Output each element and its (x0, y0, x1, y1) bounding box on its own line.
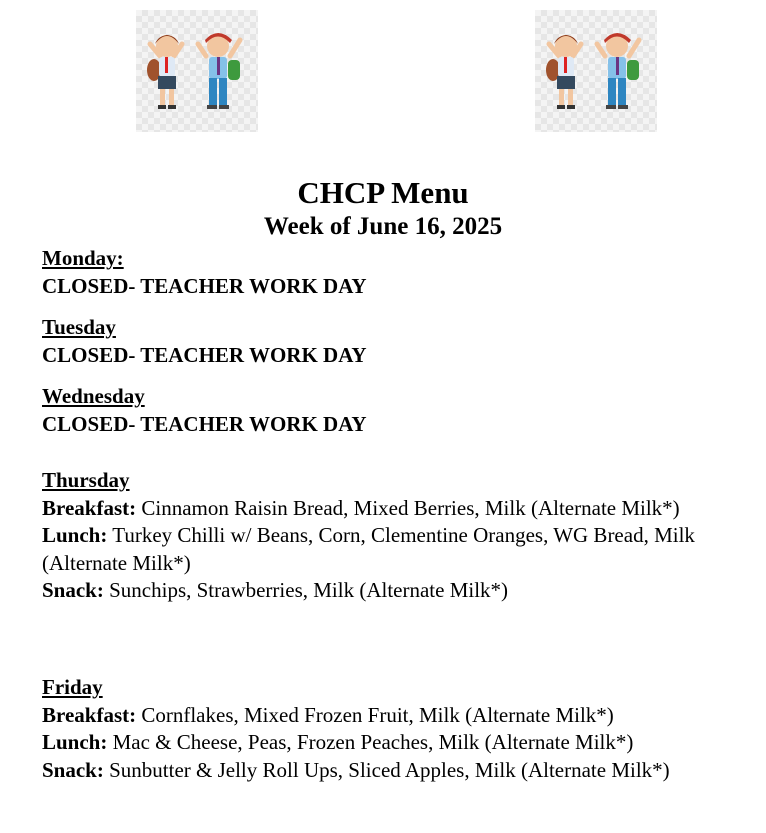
page-title: CHCP Menu (297, 175, 469, 210)
day-wednesday (42, 383, 742, 438)
kids-waving-icon (136, 10, 258, 132)
meal-label: Lunch: (42, 730, 108, 754)
kids-clipart-left (136, 10, 258, 132)
day-heading: Monday: (42, 246, 124, 270)
day-monday (42, 245, 742, 300)
closed-notice: CLOSED- TEACHER WORK DAY (42, 342, 367, 367)
meal-breakfast (42, 702, 742, 730)
meal-breakfast (42, 495, 742, 523)
meal-snack (42, 577, 742, 605)
meal-items: Mac & Cheese, Peas, Frozen Peaches, Milk (Alternate Milk*) (107, 730, 634, 754)
meal-items: Turkey Chilli w/ Beans, Corn, Clementine Oranges, WG Bread, Milk (Alternate Milk*) (42, 523, 695, 575)
closed-notice: CLOSED- TEACHER WORK DAY (42, 273, 367, 298)
meal-items: Sunbutter & Jelly Roll Ups, Sliced Apples, Milk (Alternate Milk*) (103, 757, 670, 782)
kids-clipart-right (535, 10, 657, 132)
page-subtitle: Week of June 16, 2025 (263, 213, 503, 240)
meal-items: Cinnamon Raisin Bread, Mixed Berries, Milk (Alternate Milk*) (136, 495, 680, 520)
meal-items: Cornflakes, Mixed Frozen Fruit, Milk (Alternate Milk*) (136, 702, 614, 727)
day-heading: Thursday (42, 468, 130, 492)
meal-label: Lunch: (42, 523, 108, 547)
meal-lunch (42, 729, 742, 757)
meal-items: Sunchips, Strawberries, Milk (Alternate Milk*) (103, 578, 509, 602)
day-tuesday (42, 314, 742, 369)
kids-waving-icon (535, 10, 657, 132)
meal-label: Snack: (42, 578, 104, 602)
meal-lunch (42, 522, 742, 577)
day-heading: Friday (42, 675, 103, 699)
day-heading: Tuesday (42, 315, 116, 339)
meal-label: Snack: (42, 757, 104, 782)
day-thursday (42, 467, 742, 605)
day-friday (42, 674, 742, 784)
meal-label: Breakfast: (42, 495, 137, 520)
day-heading: Wednesday (42, 384, 145, 408)
meal-label: Breakfast: (42, 702, 137, 727)
meal-snack (42, 757, 742, 785)
closed-notice: CLOSED- TEACHER WORK DAY (42, 411, 367, 436)
